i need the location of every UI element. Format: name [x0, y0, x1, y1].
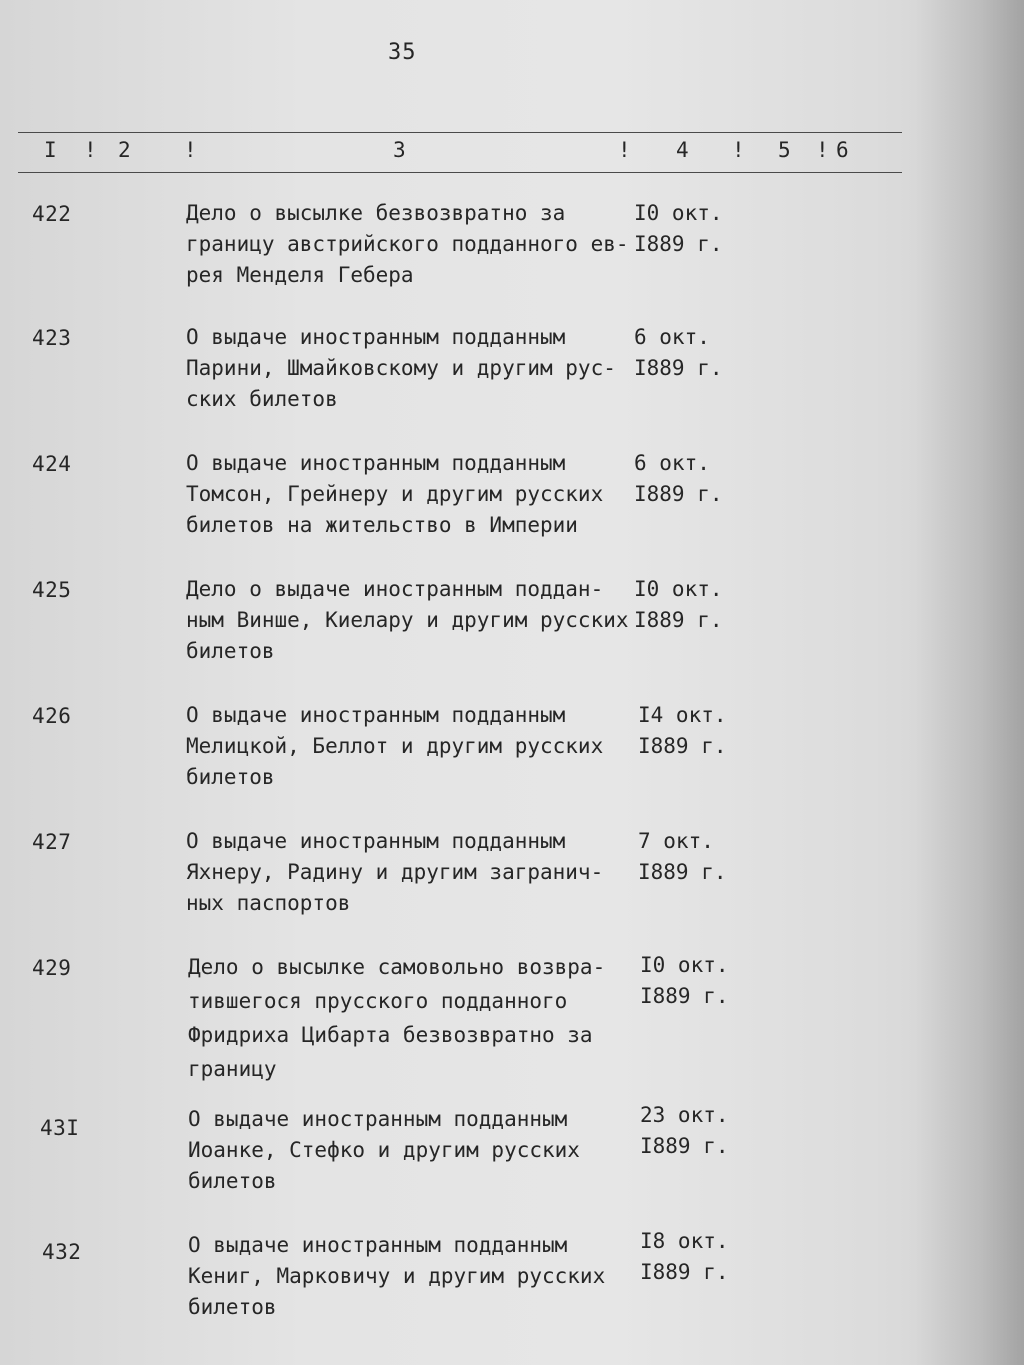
entry-number: 43I [40, 1116, 80, 1140]
entry-title: О выдаче иностранным подданным Яхнеру, Радину и другим загранич- ных паспортов [186, 829, 604, 915]
entry-number: 422 [32, 202, 72, 226]
column-separator: ! [618, 138, 631, 162]
column-separator: ! [732, 138, 745, 162]
page-edge-shadow [914, 0, 1024, 1365]
entry-title: Дело о высылке безвозвратно за границу австрийского подданного ев- рея Менделя Гебера [186, 201, 629, 287]
entry-date: 6 окт. I889 г. [634, 325, 723, 380]
header-bottom-rule [18, 172, 902, 173]
entry-number: 432 [42, 1240, 82, 1264]
entry-title: Дело о высылке самовольно возвра- тившегося прусского подданного Фридриха Цибарта безвозвратно за границу [188, 955, 606, 1081]
entry-title: Дело о выдаче иностранным поддан- ным Винше, Киелару и другим русских билетов [186, 577, 629, 663]
entry-number: 425 [32, 578, 72, 602]
entry-number: 427 [32, 830, 72, 854]
entry-title: О выдаче иностранным подданным Мелицкой, Беллот и другим русских билетов [186, 703, 604, 789]
entry-number: 429 [32, 956, 72, 980]
entry-date: I0 окт. I889 г. [634, 577, 723, 632]
entry-number: 423 [32, 326, 72, 350]
entry-title: О выдаче иностранным подданным Кениг, Марковичу и другим русских билетов [188, 1233, 606, 1319]
column-separator: ! [184, 138, 197, 162]
entry-title: О выдаче иностранным подданным Томсон, Грейнеру и другим русских билетов на жительство в Империи [186, 451, 604, 537]
entry-date: 6 окт. I889 г. [634, 451, 723, 506]
entry-number: 424 [32, 452, 72, 476]
page-number: 35 [388, 40, 417, 65]
column-header-row [0, 138, 900, 168]
column-header-2: 2 [118, 138, 131, 162]
entry-date: I0 окт. I889 г. [634, 201, 723, 256]
column-header-4: 4 [676, 138, 689, 162]
entry-title: О выдаче иностранным подданным Иоанке, Стефко и другим русских билетов [188, 1107, 580, 1193]
column-header-6: 6 [836, 138, 849, 162]
entry-title: О выдаче иностранным подданным Парини, Шмайковскому и другим рус- ских билетов [186, 325, 616, 411]
column-header-3: 3 [393, 138, 406, 162]
entry-date: I0 окт. I889 г. [640, 953, 729, 1008]
column-header-1: I [44, 138, 57, 162]
entry-date: 23 окт. I889 г. [640, 1103, 729, 1158]
entry-date: I8 окт. I889 г. [640, 1229, 729, 1284]
column-header-5: 5 [778, 138, 791, 162]
entry-number: 426 [32, 704, 72, 728]
column-separator: ! [84, 138, 97, 162]
column-separator: ! [816, 138, 829, 162]
entry-date: 7 окт. I889 г. [638, 829, 727, 884]
header-top-rule [18, 132, 902, 133]
entry-date: I4 окт. I889 г. [638, 703, 727, 758]
